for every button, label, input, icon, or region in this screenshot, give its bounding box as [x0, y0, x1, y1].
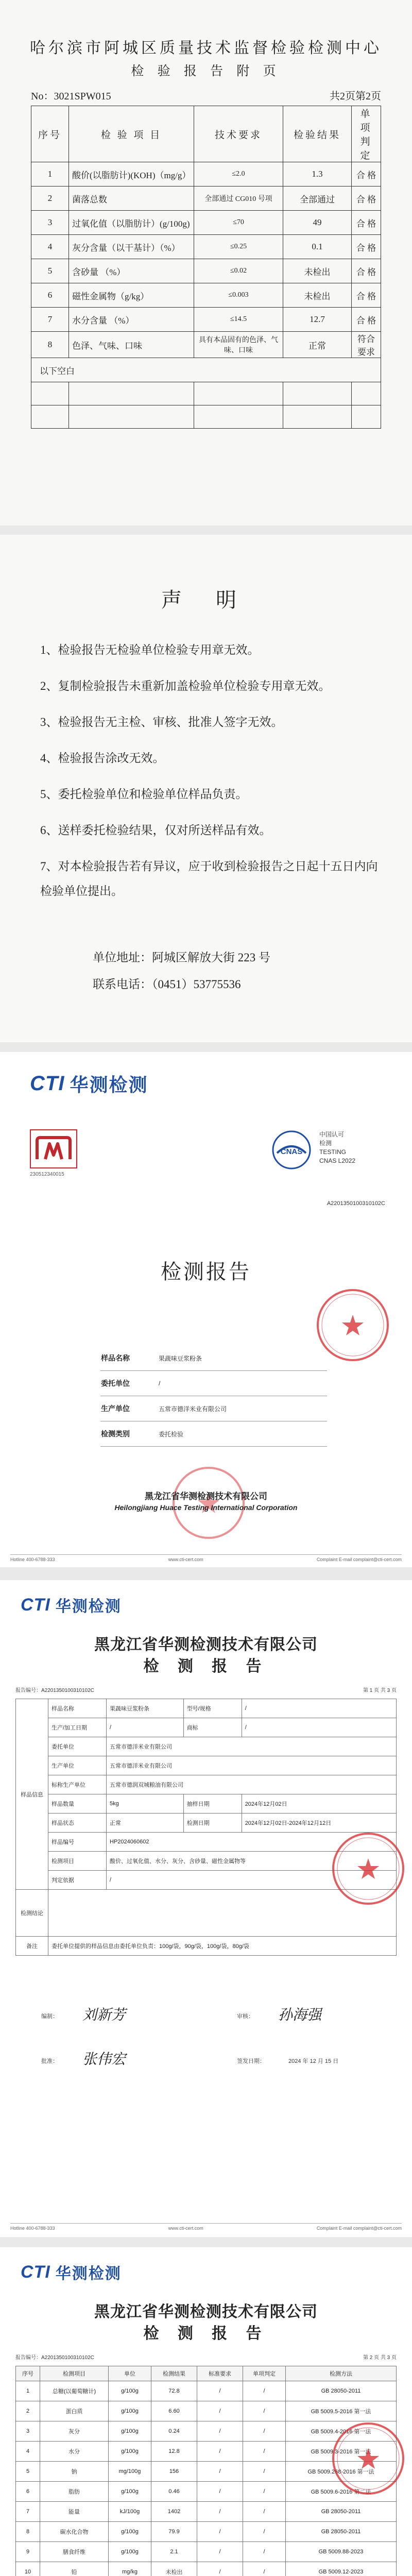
- col-header: 单项判定: [243, 2366, 286, 2381]
- cover-field-label: 样品名称: [100, 1346, 158, 1371]
- cnas-line: 中国认可: [319, 1131, 345, 1138]
- org-name-cn: 黑龙江省华测检测技术有限公司: [145, 1492, 267, 1501]
- table-cell: 铅: [40, 2562, 109, 2576]
- field-value: 果蔬味豆浆粉条: [107, 1699, 184, 1718]
- table-cell: 磁性金属物（g/kg）: [69, 283, 194, 308]
- report-number: No：3021SPW015: [31, 91, 111, 102]
- table-cell: 具有本品固有的色泽、气味、口味: [194, 332, 283, 358]
- cover-field-value: 委托检验: [158, 1421, 327, 1447]
- red-seal: [170, 1464, 247, 1541]
- table-cell: 合 格: [352, 259, 381, 283]
- field-label: 商标: [183, 1718, 242, 1737]
- prepared-label: 编制：: [41, 2013, 58, 2020]
- field-value: 5kg: [107, 1794, 184, 1814]
- col-header: 检测项目: [40, 2366, 109, 2381]
- table-cell: 0.24: [151, 2421, 197, 2442]
- page-footer: [10, 2226, 402, 2231]
- table-cell: 7: [16, 2502, 40, 2522]
- table-cell: 79.9: [151, 2522, 197, 2542]
- col-header: 检测方法: [286, 2366, 397, 2381]
- table-row: [31, 259, 381, 283]
- field-value: /: [107, 1871, 397, 1890]
- table-cell: g/100g: [109, 2381, 151, 2401]
- report-number: 报告编号：A2201350100310102C: [15, 1688, 94, 1693]
- cover-field-label: 委托单位: [100, 1371, 158, 1396]
- table-row: [16, 1794, 397, 1814]
- table-cell: 3: [31, 211, 69, 235]
- cti-logo-text: CTI: [30, 1072, 65, 1095]
- table-cell: GB 5009.4-2016 第一法: [286, 2421, 397, 2442]
- page-title: 检测报告: [161, 1261, 251, 1283]
- report-meta: [15, 1686, 397, 1693]
- statement-clause: 2、复制检验报告未重新加盖检验单位检验专用章无效。: [40, 680, 331, 692]
- cti-logo-cn: 华测检测: [70, 1074, 148, 1095]
- report-page-2: [0, 2247, 412, 2576]
- cti-logo: [30, 1071, 148, 1097]
- table-cell: 色泽、气味、口味: [69, 332, 194, 358]
- sample-info-table: [15, 1699, 397, 1956]
- cover-field-label: 生产单位: [100, 1396, 158, 1421]
- field-label: 委托单位: [48, 1737, 107, 1756]
- org-title: 黑龙江省华测检测技术有限公司: [94, 1636, 318, 1653]
- table-cell: 4: [16, 2442, 40, 2462]
- field-value: 五常市德洋米业有限公司: [107, 1756, 397, 1775]
- cnas-line: TESTING: [319, 1148, 347, 1156]
- table-cell: GB 28050-2011: [286, 2502, 397, 2522]
- group-cell: 备注: [16, 1937, 48, 1956]
- report-subtitle: 检 测 报 告: [143, 1658, 269, 1675]
- table-cell: 1: [16, 2381, 40, 2401]
- table-cell: ≤2.0: [194, 162, 283, 187]
- page-info: 第 1 页 共 3 页: [363, 1688, 397, 1693]
- table-cell: 合 格: [352, 308, 381, 332]
- table-cell: 水分: [40, 2442, 109, 2462]
- table-cell: /: [197, 2421, 243, 2442]
- field-label: 样品名称: [48, 1699, 107, 1718]
- table-cell: /: [197, 2401, 243, 2421]
- report-meta: [15, 2353, 397, 2361]
- reviewed-label: 审核：: [237, 2013, 254, 2020]
- table-row: [16, 2522, 397, 2542]
- empty-cell: [31, 382, 69, 405]
- table-cell: /: [197, 2542, 243, 2562]
- table-cell: 5: [31, 259, 69, 283]
- table-cell: 1: [31, 162, 69, 187]
- field-value: 委托单位提供的样品信息由委托单位负责：100g/袋，90g/袋，100g/袋，80g/袋: [48, 1937, 397, 1956]
- cti-logo-cn: 华测检测: [55, 2265, 122, 2282]
- issue-date: 2024 年 12 月 15 日: [288, 2058, 339, 2064]
- report-number: A2201350100310102C: [327, 1200, 385, 1207]
- table-cell: 正常: [283, 332, 352, 358]
- cnas-logo: [268, 1129, 315, 1171]
- table-cell: /: [243, 2562, 286, 2576]
- table-cell: /: [243, 2442, 286, 2462]
- cti-logo: [21, 2261, 122, 2283]
- table-cell: 全部通过 CG010 号项: [194, 187, 283, 211]
- table-cell: 0.1: [283, 235, 352, 259]
- report-number: 报告编号：A2201350100310102C: [15, 2355, 94, 2361]
- table-cell: 10: [16, 2562, 40, 2576]
- table-cell: 全部通过: [283, 187, 352, 211]
- table-cell: ≤70: [194, 211, 283, 235]
- field-value: /: [242, 1699, 396, 1718]
- footer-website: www.cti-cert.com: [168, 1557, 203, 1562]
- field-value: HP2024060602: [107, 1833, 397, 1852]
- cover-field-row: [100, 1346, 327, 1371]
- table-cell: 1402: [151, 2502, 197, 2522]
- table-row: [31, 162, 381, 187]
- table-cell: 2.1: [151, 2542, 197, 2562]
- field-label: 标称生产单位: [48, 1775, 107, 1794]
- table-cell: 2: [16, 2401, 40, 2421]
- table-row: [16, 1756, 397, 1775]
- table-cell: 12.8: [151, 2442, 197, 2462]
- address-text: 单位地址：阿城区解放大街 223 号: [93, 951, 270, 964]
- table-cell: 12.7: [283, 308, 352, 332]
- table-row: [16, 2542, 397, 2562]
- table-cell: 未检出: [283, 259, 352, 283]
- table-cell: g/100g: [109, 2442, 151, 2462]
- cover-page: [0, 1052, 412, 1567]
- table-row: [16, 2562, 397, 2576]
- empty-cell: [69, 382, 194, 405]
- approved-label: 批准：: [41, 2058, 58, 2064]
- table-cell: /: [243, 2462, 286, 2482]
- table-cell: /: [197, 2381, 243, 2401]
- group-cell: 检测结论: [16, 1890, 48, 1937]
- table-cell: 1.3: [283, 162, 352, 187]
- field-label: 检测项目: [48, 1852, 107, 1871]
- table-cell: g/100g: [109, 2482, 151, 2502]
- table-row: [16, 1814, 397, 1833]
- table-cell: /: [197, 2502, 243, 2522]
- table-cell: /: [243, 2381, 286, 2401]
- table-cell: /: [243, 2522, 286, 2542]
- empty-cell: [352, 405, 381, 429]
- table-cell: /: [243, 2482, 286, 2502]
- table-cell: g/100g: [109, 2401, 151, 2421]
- table-row: [16, 2401, 397, 2421]
- signature-prepared: 刘新芳: [82, 2007, 126, 2023]
- field-label: 抽样日期: [183, 1794, 242, 1814]
- table-cell: GB 5009.6-2016 第二法: [286, 2482, 397, 2502]
- blank-note: 以下空白: [31, 358, 381, 382]
- table-row: [16, 1699, 397, 1718]
- table-cell: ≤0.25: [194, 235, 283, 259]
- table-cell: /: [243, 2502, 286, 2522]
- table-cell: 灰分含量（以干基计）（%）: [69, 235, 194, 259]
- report-meta: [31, 88, 381, 103]
- statement-clause: 3、检验报告无主检、审核、批准人签字无效。: [40, 716, 283, 728]
- table-cell: 合 格: [352, 162, 381, 187]
- statement-clause: 4、检验报告涂改无效。: [40, 752, 165, 765]
- cti-logo-cn: 华测检测: [55, 1598, 122, 1615]
- field-value: 正常: [107, 1814, 184, 1833]
- table-cell: /: [243, 2401, 286, 2421]
- cnas-text: [319, 1130, 355, 1165]
- table-cell: g/100g: [109, 2522, 151, 2542]
- table-cell: kJ/100g: [109, 2502, 151, 2522]
- blank-note-row: [31, 358, 381, 382]
- signature-approved: 张伟宏: [82, 2051, 126, 2067]
- footer-website: www.cti-cert.com: [168, 2226, 203, 2231]
- table-cell: 7: [31, 308, 69, 332]
- group-cell: 样品信息: [16, 1699, 48, 1890]
- cover-field-value: 五常市德洋米业有限公司: [158, 1396, 327, 1421]
- footer-hotline: Hotline 400-6788-333: [10, 2226, 55, 2231]
- table-cell: 0.46: [151, 2482, 197, 2502]
- statement-clauses: [40, 638, 380, 915]
- statement-title: 声 明: [161, 588, 251, 612]
- org-title: 黑龙江省华测检测技术有限公司: [94, 2303, 318, 2320]
- footer-email: Complaint E-mail complaint@cti-cert.com: [316, 2226, 402, 2231]
- empty-cell: [31, 405, 69, 429]
- col-header: 技术要求: [194, 106, 283, 162]
- table-cell: 能量: [40, 2502, 109, 2522]
- statement-clause: 1、检验报告无检验单位检验专用章无效。: [40, 643, 260, 656]
- statement-clause: 6、送样委托检验结果，仅对所送样品有效。: [40, 824, 271, 837]
- table-cell: /: [197, 2482, 243, 2502]
- table-cell: 6: [16, 2482, 40, 2502]
- cover-field-value: 果蔬味豆浆粉条: [158, 1346, 327, 1371]
- report-subtitle: 检 测 报 告: [143, 2325, 269, 2342]
- table-cell: /: [243, 2542, 286, 2562]
- table-cell: 灰分: [40, 2421, 109, 2442]
- table-cell: GB 5009.88-2023: [286, 2542, 397, 2562]
- table-row: [16, 1775, 397, 1794]
- table-cell: GB 5009.268-2016 第一法: [286, 2462, 397, 2482]
- col-header: 检测结果: [151, 2366, 197, 2381]
- table-cell: 符合要求: [352, 332, 381, 358]
- table-cell: 总糖(以葡萄糖计): [40, 2381, 109, 2401]
- table-cell: 6: [31, 283, 69, 308]
- table-cell: 碳水化合物: [40, 2522, 109, 2542]
- field-label: 样品状态: [48, 1814, 107, 1833]
- field-label: 判定依据: [48, 1871, 107, 1890]
- field-value: 2024年12月02日-2024年12月12日: [242, 1814, 396, 1833]
- table-cell: 脂肪: [40, 2482, 109, 2502]
- empty-cell: [283, 405, 352, 429]
- cnas-line: CNAS L2022: [319, 1157, 356, 1164]
- table-cell: ≤14.5: [194, 308, 283, 332]
- footer-divider: [10, 2223, 402, 2224]
- footer-email: Complaint E-mail complaint@cti-cert.com: [316, 1557, 402, 1562]
- page-subtitle: 检 验 报 告 附 页: [131, 64, 281, 78]
- issue-date-label: 签发日期：: [237, 2058, 265, 2064]
- table-cell: 过氧化值（以脂肪计）(g/100g): [69, 211, 194, 235]
- table-row: [31, 283, 381, 308]
- field-label: 样品数量: [48, 1794, 107, 1814]
- col-header: 单项判定: [352, 106, 381, 162]
- signature-reviewed: 孙海强: [278, 2007, 322, 2023]
- cti-logo-text: CTI: [21, 2262, 50, 2282]
- table-cell: 5: [16, 2462, 40, 2482]
- table-row: [31, 211, 381, 235]
- page-footer: [10, 1557, 402, 1562]
- cover-field-row: [100, 1421, 327, 1447]
- table-cell: GB 28050-2011: [286, 2381, 397, 2401]
- table-cell: /: [197, 2442, 243, 2462]
- table-cell: 酸价(以脂肪计)(KOH)（mg/g）: [69, 162, 194, 187]
- footer-hotline: Hotline 400-6788-333: [10, 1557, 55, 1562]
- table-cell: 3: [16, 2421, 40, 2442]
- field-value: 2024年12月02日: [242, 1794, 396, 1814]
- table-cell: 钠: [40, 2462, 109, 2482]
- table-header-row: [16, 2366, 397, 2381]
- table-cell: /: [243, 2421, 286, 2442]
- table-cell: 2: [31, 187, 69, 211]
- table-cell: 未检出: [283, 283, 352, 308]
- empty-cell: [352, 382, 381, 405]
- table-cell: 合 格: [352, 235, 381, 259]
- footer-divider: [10, 1554, 402, 1555]
- table-cell: 合 格: [352, 187, 381, 211]
- table-row: [31, 187, 381, 211]
- empty-row: [31, 382, 381, 405]
- results-table: [31, 106, 381, 429]
- empty-cell: [194, 382, 283, 405]
- table-cell: 蛋白质: [40, 2401, 109, 2421]
- cover-field-value: /: [158, 1371, 327, 1396]
- empty-row: [31, 405, 381, 429]
- table-cell: /: [197, 2522, 243, 2542]
- table-cell: GB 5009.3-2016 第一法: [286, 2442, 397, 2462]
- col-header: 序号: [16, 2366, 40, 2381]
- table-row: [31, 235, 381, 259]
- field-label: 生产/加工日期: [48, 1718, 107, 1737]
- field-value: 五常市德润双城粮油有限公司: [107, 1775, 397, 1794]
- col-header: 序号: [31, 106, 69, 162]
- cti-logo-text: CTI: [21, 1595, 50, 1615]
- svg-text:CNAS: CNAS: [280, 1147, 303, 1156]
- statement-page: [0, 535, 412, 1042]
- table-cell: g/100g: [109, 2542, 151, 2562]
- table-cell: 8: [16, 2522, 40, 2542]
- col-header: 单位: [109, 2366, 151, 2381]
- table-cell: mg/kg: [109, 2562, 151, 2576]
- cti-logo: [21, 1594, 122, 1616]
- empty-cell: [194, 405, 283, 429]
- table-cell: GB 28050-2011: [286, 2522, 397, 2542]
- cma-logo: [30, 1129, 77, 1168]
- table-cell: 8: [31, 332, 69, 358]
- field-value: 酸价、过氧化值、水分、灰分、含砂量、磁性金属物等: [107, 1852, 397, 1871]
- field-value: /: [242, 1718, 396, 1737]
- field-label: 型号/规格: [183, 1699, 242, 1718]
- table-cell: 含砂量 （%）: [69, 259, 194, 283]
- table-cell: 未检出: [151, 2562, 197, 2576]
- col-header: 标准要求: [197, 2366, 243, 2381]
- field-label: 样品编号: [48, 1833, 107, 1852]
- table-cell: GB 5009.12-2023: [286, 2562, 397, 2576]
- statement-clause: 7、对本检验报告若有异议，应于收到检验报告之日起十五日内向检验单位提出。: [40, 860, 378, 897]
- table-header-row: [31, 106, 381, 162]
- table-cell: 6.60: [151, 2401, 197, 2421]
- table-row: [31, 332, 381, 358]
- phone-text: 联系电话：（0451）53775536: [93, 978, 241, 991]
- contact-info: [93, 944, 270, 998]
- empty-cell: [283, 382, 352, 405]
- table-row: [16, 2381, 397, 2401]
- table-row: [16, 1737, 397, 1756]
- cover-field-row: [100, 1371, 327, 1396]
- table-cell: /: [197, 2462, 243, 2482]
- table-row: [16, 2502, 397, 2522]
- table-row: [16, 1718, 397, 1737]
- table-cell: GB 5009.5-2016 第一法: [286, 2401, 397, 2421]
- table-row: [16, 1937, 397, 1956]
- cover-field-row: [100, 1396, 327, 1421]
- table-cell: 合 格: [352, 283, 381, 308]
- cma-code: 230512340015: [30, 1172, 64, 1177]
- table-cell: /: [197, 2562, 243, 2576]
- statement-clause: 5、委托检验单位和检验单位样品负责。: [40, 788, 248, 801]
- table-cell: 4: [31, 235, 69, 259]
- table-cell: 膳食纤维: [40, 2542, 109, 2562]
- red-seal: [330, 2420, 407, 2497]
- field-label: 检测日期: [183, 1814, 242, 1833]
- red-seal: [330, 1830, 407, 1907]
- table-cell: ≤0.003: [194, 283, 283, 308]
- table-cell: 72.8: [151, 2381, 197, 2401]
- cnas-line: 检测: [319, 1140, 332, 1147]
- table-cell: g/100g: [109, 2421, 151, 2442]
- field-value: 五常市德洋米业有限公司: [107, 1737, 397, 1756]
- table-cell: 水分含量 （%）: [69, 308, 194, 332]
- table-cell: 9: [16, 2542, 40, 2562]
- table-row: [31, 308, 381, 332]
- table-cell: 合 格: [352, 211, 381, 235]
- table-cell: ≤0.02: [194, 259, 283, 283]
- table-cell: mg/100g: [109, 2462, 151, 2482]
- cover-fields: [100, 1346, 327, 1447]
- field-label: 生产单位: [48, 1756, 107, 1775]
- col-header: 检验结果: [283, 106, 352, 162]
- org-name-en: Heilongjiang Huace Testing International Corporation: [114, 1503, 298, 1512]
- empty-cell: [69, 405, 194, 429]
- table-cell: 156: [151, 2462, 197, 2482]
- cover-field-label: 检测类别: [100, 1421, 158, 1447]
- report-page-1: [0, 1580, 412, 2237]
- table-cell: 菌落总数: [69, 187, 194, 211]
- org-title: 哈尔滨市阿城区质量技术监督检验检测中心: [30, 40, 382, 57]
- col-header: 检 验 项 目: [69, 106, 194, 162]
- page-info: 共2页第2页: [330, 91, 381, 102]
- appendix-page: [0, 0, 412, 526]
- page-info: 第 2 页 共 3 页: [363, 2355, 397, 2361]
- field-value: /: [107, 1718, 184, 1737]
- table-cell: 49: [283, 211, 352, 235]
